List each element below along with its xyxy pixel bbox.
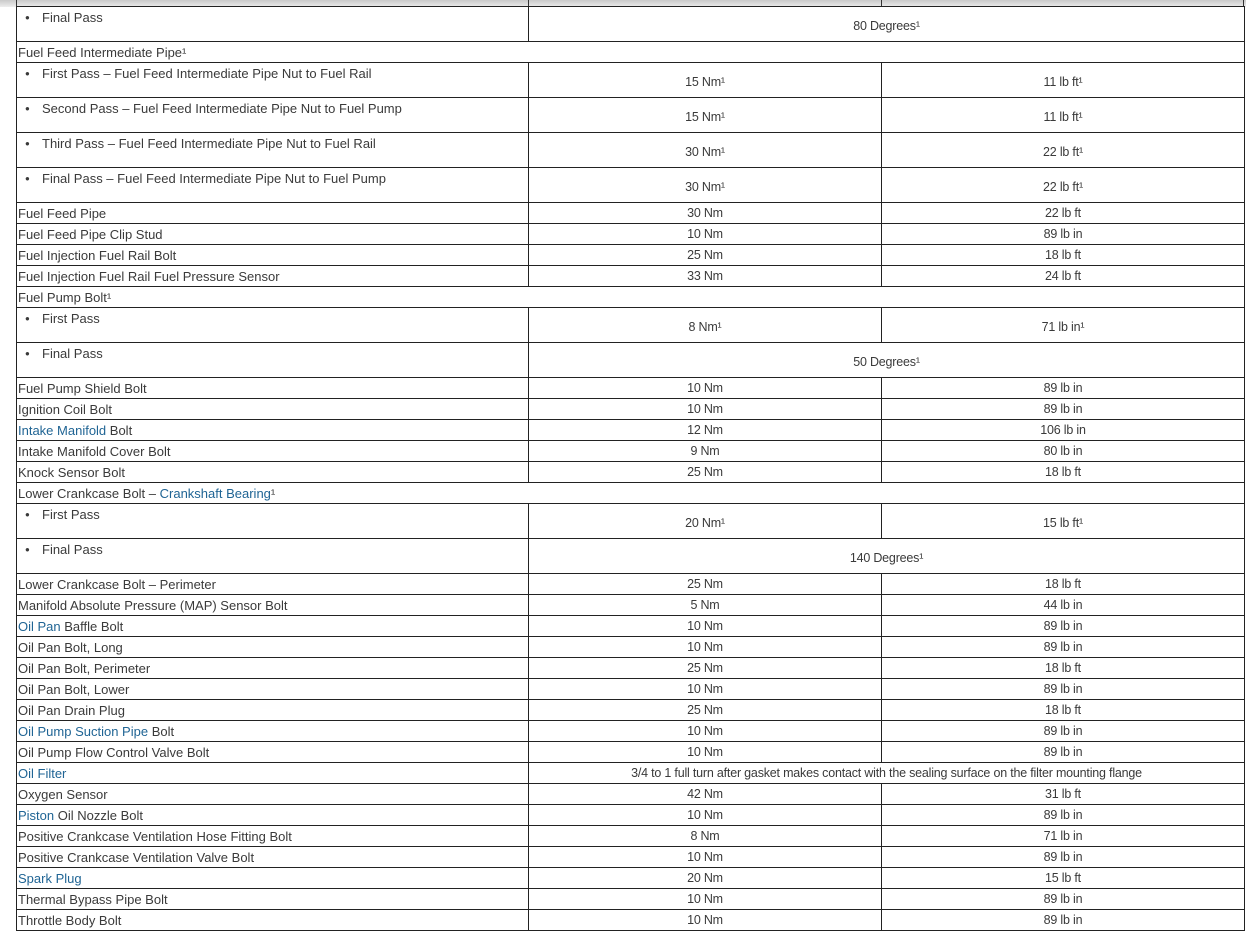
component-cell xyxy=(17,483,1245,504)
english-value: 106 lb in xyxy=(882,420,1245,441)
component-label: ¹ xyxy=(270,485,276,501)
table-row xyxy=(17,889,1245,910)
component-label: Oil Nozzle Bolt xyxy=(54,807,144,823)
english-value: 18 lb ft xyxy=(882,462,1245,483)
metric-value: 10 Nm xyxy=(529,679,882,700)
english-value: 89 lb in xyxy=(882,910,1245,931)
table-row xyxy=(17,245,1245,266)
table-row xyxy=(17,504,1245,539)
table-row xyxy=(17,721,1245,742)
component-label: Third Pass – Fuel Feed Intermediate Pipe Nut to Fuel Rail xyxy=(42,136,376,151)
component-cell xyxy=(17,847,529,868)
english-value: 89 lb in xyxy=(882,742,1245,763)
specification-value: 80 Degrees¹ xyxy=(529,7,1245,42)
component-cell xyxy=(17,266,529,287)
table-row xyxy=(17,224,1245,245)
component-label: Ignition Coil Bolt xyxy=(18,401,112,417)
english-value: 18 lb ft xyxy=(882,245,1245,266)
component-cell xyxy=(17,539,529,574)
component-label: Fuel Pump Bolt¹ xyxy=(18,289,112,305)
component-label: Oil Pan Bolt, Perimeter xyxy=(18,660,151,676)
english-value: 18 lb ft xyxy=(882,658,1245,679)
metric-value: 25 Nm xyxy=(529,245,882,266)
metric-value: 8 Nm xyxy=(529,826,882,847)
bullet-icon: ● xyxy=(25,545,30,554)
table-row xyxy=(17,763,1245,784)
component-cell xyxy=(17,203,529,224)
component-label: First Pass – Fuel Feed Intermediate Pipe Nut to Fuel Rail xyxy=(42,66,372,81)
component-cell xyxy=(17,616,529,637)
table-row xyxy=(17,203,1245,224)
metric-value: 20 Nm xyxy=(529,868,882,889)
table-row xyxy=(17,266,1245,287)
table-row xyxy=(17,616,1245,637)
component-cell xyxy=(17,504,529,539)
table-row xyxy=(17,343,1245,378)
table-group-row xyxy=(17,42,1245,63)
english-value: 15 lb ft¹ xyxy=(882,504,1245,539)
table-row xyxy=(17,658,1245,679)
table-row xyxy=(17,910,1245,931)
component-cell xyxy=(17,462,529,483)
metric-value: 10 Nm xyxy=(529,637,882,658)
component-cell xyxy=(17,399,529,420)
table-row xyxy=(17,595,1245,616)
component-cell xyxy=(17,224,529,245)
component-cell xyxy=(17,910,529,931)
component-cell xyxy=(17,98,529,133)
table-row xyxy=(17,742,1245,763)
english-value: 89 lb in xyxy=(882,805,1245,826)
component-cell xyxy=(17,889,529,910)
table-row xyxy=(17,399,1245,420)
english-value: 89 lb in xyxy=(882,889,1245,910)
metric-value: 5 Nm xyxy=(529,595,882,616)
table-row xyxy=(17,308,1245,343)
component-label: Final Pass xyxy=(42,346,103,361)
component-cell xyxy=(17,287,1245,308)
component-label: Fuel Feed Pipe Clip Stud xyxy=(18,226,163,242)
component-link[interactable]: Oil Pan xyxy=(18,618,61,634)
component-link[interactable]: Intake Manifold xyxy=(18,422,107,438)
table-row xyxy=(17,7,1245,42)
component-cell xyxy=(17,133,529,168)
english-value: 18 lb ft xyxy=(882,700,1245,721)
metric-value: 25 Nm xyxy=(529,574,882,595)
table-row xyxy=(17,574,1245,595)
torque-specifications-table xyxy=(16,6,1245,931)
table-row xyxy=(17,378,1245,399)
english-value: 89 lb in xyxy=(882,378,1245,399)
table-row xyxy=(17,98,1245,133)
metric-value: 9 Nm xyxy=(529,441,882,462)
component-cell xyxy=(17,805,529,826)
component-label: Manifold Absolute Pressure (MAP) Sensor Bolt xyxy=(18,597,288,613)
component-cell xyxy=(17,308,529,343)
component-label: Oxygen Sensor xyxy=(18,786,108,802)
table-row xyxy=(17,805,1245,826)
bullet-icon: ● xyxy=(25,13,30,22)
english-value: 15 lb ft xyxy=(882,868,1245,889)
english-value: 22 lb ft¹ xyxy=(882,133,1245,168)
component-label: Thermal Bypass Pipe Bolt xyxy=(18,891,168,907)
bullet-icon: ● xyxy=(25,349,30,358)
component-link[interactable]: Oil Pump Suction Pipe xyxy=(18,723,149,739)
component-label: First Pass xyxy=(42,507,100,522)
english-value: 89 lb in xyxy=(882,224,1245,245)
english-value: 89 lb in xyxy=(882,399,1245,420)
english-value: 80 lb in xyxy=(882,441,1245,462)
metric-value: 10 Nm xyxy=(529,742,882,763)
table-row xyxy=(17,868,1245,889)
english-value: 89 lb in xyxy=(882,616,1245,637)
metric-value: 10 Nm xyxy=(529,224,882,245)
english-value: 89 lb in xyxy=(882,679,1245,700)
table-row xyxy=(17,847,1245,868)
component-cell xyxy=(17,763,529,784)
table-group-row xyxy=(17,287,1245,308)
english-value: 18 lb ft xyxy=(882,574,1245,595)
component-label: Oil Pump Flow Control Valve Bolt xyxy=(18,744,210,760)
component-label: Final Pass xyxy=(42,542,103,557)
component-link[interactable]: Oil Filter xyxy=(18,765,67,781)
metric-value: 10 Nm xyxy=(529,805,882,826)
table-row xyxy=(17,420,1245,441)
metric-value: 10 Nm xyxy=(529,910,882,931)
metric-value: 25 Nm xyxy=(529,700,882,721)
english-value: 11 lb ft¹ xyxy=(882,98,1245,133)
component-cell xyxy=(17,679,529,700)
bullet-icon: ● xyxy=(25,314,30,323)
table-row xyxy=(17,441,1245,462)
component-cell xyxy=(17,441,529,462)
component-label: Bolt xyxy=(106,422,133,438)
english-value: 89 lb in xyxy=(882,721,1245,742)
english-value: 44 lb in xyxy=(882,595,1245,616)
component-cell xyxy=(17,63,529,98)
metric-value: 10 Nm xyxy=(529,399,882,420)
english-value: 11 lb ft¹ xyxy=(882,63,1245,98)
component-cell xyxy=(17,721,529,742)
bullet-icon: ● xyxy=(25,104,30,113)
specification-value: 50 Degrees¹ xyxy=(529,343,1245,378)
table-row xyxy=(17,700,1245,721)
component-link[interactable]: Crankshaft Bearing xyxy=(159,485,271,501)
component-cell xyxy=(17,826,529,847)
component-cell xyxy=(17,658,529,679)
table-group-row xyxy=(17,483,1245,504)
component-cell xyxy=(17,378,529,399)
component-cell xyxy=(17,868,529,889)
component-cell xyxy=(17,595,529,616)
specification-value: 140 Degrees¹ xyxy=(529,539,1245,574)
metric-value: 10 Nm xyxy=(529,378,882,399)
component-label: Positive Crankcase Ventilation Hose Fitting Bolt xyxy=(18,828,292,844)
table-body xyxy=(17,7,1245,931)
metric-value: 30 Nm xyxy=(529,203,882,224)
component-label: Oil Pan Bolt, Long xyxy=(18,639,123,655)
component-link[interactable]: Spark Plug xyxy=(18,870,82,886)
metric-value: 10 Nm xyxy=(529,847,882,868)
component-label: Fuel Feed Pipe xyxy=(18,205,107,221)
table-row xyxy=(17,826,1245,847)
component-cell xyxy=(17,742,529,763)
component-label: Oil Pan Drain Plug xyxy=(18,702,125,718)
component-link[interactable]: Piston xyxy=(18,807,55,823)
component-label: Second Pass – Fuel Feed Intermediate Pipe Nut to Fuel Pump xyxy=(42,101,402,116)
metric-value: 30 Nm¹ xyxy=(529,133,882,168)
component-label: Lower Crankcase Bolt – Perimeter xyxy=(18,576,216,592)
english-value: 22 lb ft xyxy=(882,203,1245,224)
component-label: Fuel Feed Intermediate Pipe¹ xyxy=(18,44,187,60)
component-cell xyxy=(17,574,529,595)
metric-value: 20 Nm¹ xyxy=(529,504,882,539)
bullet-icon: ● xyxy=(25,69,30,78)
english-value: 89 lb in xyxy=(882,637,1245,658)
table-row xyxy=(17,784,1245,805)
component-cell xyxy=(17,784,529,805)
component-label: Fuel Pump Shield Bolt xyxy=(18,380,147,396)
component-cell xyxy=(17,168,529,203)
component-label: Bolt xyxy=(148,723,175,739)
component-label: Final Pass xyxy=(42,10,103,25)
metric-value: 10 Nm xyxy=(529,889,882,910)
metric-value: 42 Nm xyxy=(529,784,882,805)
component-label: Oil Pan Bolt, Lower xyxy=(18,681,130,697)
metric-value: 25 Nm xyxy=(529,658,882,679)
table-row xyxy=(17,462,1245,483)
bullet-icon: ● xyxy=(25,510,30,519)
table-row xyxy=(17,539,1245,574)
component-cell xyxy=(17,343,529,378)
component-cell xyxy=(17,420,529,441)
component-label: Lower Crankcase Bolt – xyxy=(18,485,160,501)
component-cell xyxy=(17,700,529,721)
metric-value: 15 Nm¹ xyxy=(529,63,882,98)
table-row xyxy=(17,63,1245,98)
component-label: Fuel Injection Fuel Rail Fuel Pressure Sensor xyxy=(18,268,280,284)
metric-value: 30 Nm¹ xyxy=(529,168,882,203)
component-label: Final Pass – Fuel Feed Intermediate Pipe Nut to Fuel Pump xyxy=(42,171,386,186)
table-row xyxy=(17,637,1245,658)
english-value: 71 lb in¹ xyxy=(882,308,1245,343)
english-value: 24 lb ft xyxy=(882,266,1245,287)
component-label: Baffle Bolt xyxy=(60,618,124,634)
table-row xyxy=(17,133,1245,168)
metric-value: 12 Nm xyxy=(529,420,882,441)
component-label: Knock Sensor Bolt xyxy=(18,464,125,480)
component-label: Positive Crankcase Ventilation Valve Bolt xyxy=(18,849,255,865)
bullet-icon: ● xyxy=(25,139,30,148)
metric-value: 8 Nm¹ xyxy=(529,308,882,343)
component-cell xyxy=(17,245,529,266)
specification-value: 3/4 to 1 full turn after gasket makes contact with the sealing surface on the filter mounting flange xyxy=(529,763,1245,784)
table-row xyxy=(17,168,1245,203)
table-row xyxy=(17,679,1245,700)
component-cell xyxy=(17,637,529,658)
metric-value: 10 Nm xyxy=(529,616,882,637)
english-value: 22 lb ft¹ xyxy=(882,168,1245,203)
component-label: First Pass xyxy=(42,311,100,326)
english-value: 89 lb in xyxy=(882,847,1245,868)
bullet-icon: ● xyxy=(25,174,30,183)
component-label: Throttle Body Bolt xyxy=(18,912,122,928)
component-label: Fuel Injection Fuel Rail Bolt xyxy=(18,247,177,263)
english-value: 71 lb in xyxy=(882,826,1245,847)
metric-value: 15 Nm¹ xyxy=(529,98,882,133)
metric-value: 25 Nm xyxy=(529,462,882,483)
metric-value: 10 Nm xyxy=(529,721,882,742)
metric-value: 33 Nm xyxy=(529,266,882,287)
english-value: 31 lb ft xyxy=(882,784,1245,805)
component-cell xyxy=(17,7,529,42)
component-label: Intake Manifold Cover Bolt xyxy=(18,443,171,459)
component-cell xyxy=(17,42,1245,63)
